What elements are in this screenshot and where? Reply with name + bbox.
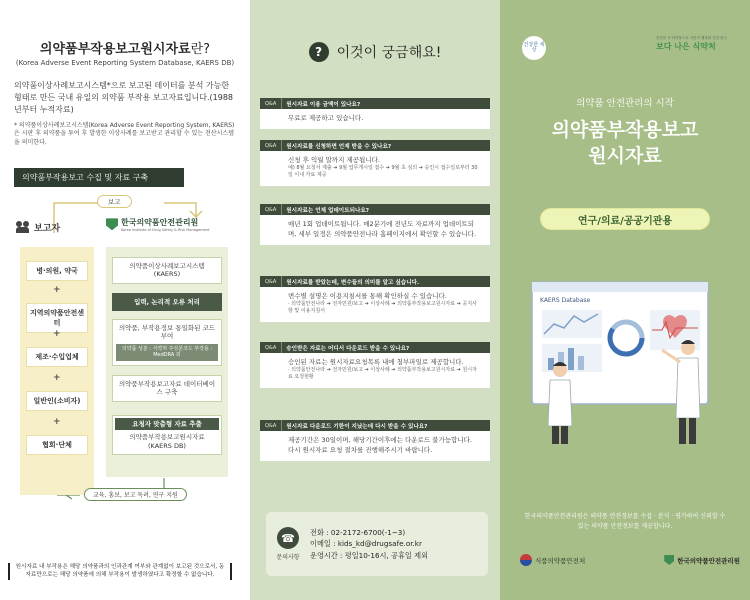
- qa-item: Q&A 원시자료 다운로드 기한이 지났는데 다시 받을 수 있나요? 제공기간은 30일이며, 해당기간이후에는 다운로드 불가능합니다. 다시 원시자료 요청 절차를 진행해주시기 바랍니다.: [260, 420, 490, 461]
- qa-item: Q&A 원시자료를 받았는데, 변수들의 의미를 알고 싶습니다. 변수별 설명은 이용지침서를 통해 확인하실 수 있습니다. · 의약품안전나라 ➔ 전자민원/보고 ➔ 이상사례 ➔ 의약품부작용보고원시자료 ➔ 공지사항 및 이용지침서: [260, 276, 490, 322]
- kids-mark-icon: [664, 555, 674, 565]
- reporter-box: 병·의원, 약국: [26, 261, 88, 281]
- faq-panel: [250, 0, 500, 600]
- mfds-logo: 식품의약품안전처: [520, 554, 585, 566]
- cover-description: 한국의약품안전관리원은 의약품 안전정보를 수집 · 분석 · 평가하여 신뢰할 수 있는 의약품 안전정보를 제공합니다.: [524, 513, 726, 530]
- phone-icon: ☎: [277, 527, 299, 549]
- qa-item: Q&A 원시자료는 언제 업데이트되나요? 매년 1회 업데이트됩니다. 매2분기에 전년도 자료까지 업데이트되며, 세부 일정은 의약품안전나라 홈페이지에서 확인할 수 있습니다.: [260, 204, 490, 245]
- step-coding: 의약품, 부작용정보 통일화된 코드 부여 의약품 성분 : 식약처 주성분코드 부작용 : MedDRA 외: [112, 319, 222, 366]
- reporter-box: 일반인(소비자): [26, 391, 88, 411]
- qa-question: 승인받은 자료는 어디서 다운로드 받을 수 있나요?: [286, 345, 410, 352]
- screen-label: KAERS Database: [540, 297, 591, 304]
- faq-title: ? 이것이 궁금해요!: [260, 42, 490, 62]
- people-icon: [16, 221, 30, 233]
- qa-note: 예) 8월 요청서 제출 ➔ 9월 업무개시일 접수 ➔ 9월 초 심의 ➔ 승인시 접수일로부터 30일 이내 자료 제공: [288, 165, 478, 179]
- left-footnote: * 의약품이상사례보고시스템(Korea Adverse Event Reporting System, KAERS)은 시판 후 의약품을 투여 후 발생한 이상사례를 보고받고 관리할 수 있는 전산시스템을 의미한다.: [14, 121, 235, 147]
- qa-answer: 매년 1회 업데이트됩니다. 매2분기에 전년도 자료까지 업데이트되며, 세부 일정은 의약품안전나라 홈페이지에서 확인할 수 있습니다.: [288, 220, 477, 239]
- disclaimer-notice: 원시자료 내 부작용은 해당 의약품과의 인과관계 여부와 관계없이 보고된 것으로서, 동 자료만으로는 해당 의약품에 의해 부작용이 발생하였다고 확정할 수 없습니다.: [8, 563, 232, 580]
- step-kaers: 의약품이상사례보고시스템 (KAERS): [112, 257, 222, 284]
- step-database: 의약품부작용보고자료 데이터베이스 구축: [112, 375, 222, 402]
- qa-note: · 의약품안전나라 ➔ 전자민원/보고 ➔ 이상사례 ➔ 의약품부작용보고원시자료 ➔ 원시자료 요청현황: [288, 367, 477, 381]
- left-subtitle: (Korea Adverse Event Reporting System Database, KAERS DB): [15, 59, 235, 67]
- qa-item: Q&A 원시자료를 신청하면 언제 받을 수 있나요? 신청 후 익월 말까지 제공됩니다. 예) 8월 요청서 제출 ➔ 9월 업무개시일 접수 ➔ 9월 초 심의 ➔ 승인시 접수일로부터 30일 이내 자료 제공: [260, 140, 490, 186]
- qa-answer: 승인된 자료는 원시자료요청목록 내에 첨부파일로 제공합니다.: [288, 358, 464, 366]
- plus-sign: +: [53, 416, 61, 427]
- contact-email[interactable]: 이메일 : kids_kd@drugsafe.or.kr: [310, 539, 422, 549]
- cover-subtitle: 의약품 안전관리의 시작: [576, 98, 674, 109]
- qa-item: Q&A 승인받은 자료는 어디서 다운로드 받을 수 있나요? 승인된 자료는 원시자료요청목록 내에 첨부파일로 제공합니다. · 의약품안전나라 ➔ 전자민원/보고 ➔ 이상사례 ➔ 의약품부작용보고원시자료 ➔ 원시자료 요청현황: [260, 342, 490, 388]
- qa-answer: 변수별 설명은 이용지침서를 통해 확인하실 수 있습니다.: [288, 292, 447, 300]
- qa-answer: 무료로 제공하고 있습니다.: [288, 114, 364, 122]
- support-label: 교육, 홍보, 보고 독려, 연구 지원: [84, 488, 187, 501]
- qa-question: 원시자료 이용 금액이 있나요?: [286, 101, 361, 108]
- step-input: 입력, 논리적 오류 처리: [112, 293, 222, 311]
- flow-diagram: [14, 195, 236, 525]
- report-badge: 보고: [97, 195, 132, 208]
- qa-item: Q&A 원시자료 이용 금액이 있나요? 무료로 제공하고 있습니다.: [260, 98, 490, 129]
- contact-box: [266, 512, 488, 576]
- plus-sign: +: [53, 284, 61, 295]
- left-intro: 의약품이상사례보고시스템*으로 보고된 데이터를 분석 가능한 형태로 만든 국내 유일의 의약품 부작용 보고자료입니다.(1988년부터 누적자료): [14, 80, 234, 114]
- step-extract: 요청자 맞춤형 자료 추출 의약품부작용보고원시자료 (KAERS DB): [112, 415, 222, 455]
- cover-panel: [500, 0, 750, 600]
- reporter-box: 협회·단체: [26, 435, 88, 455]
- kids-logo: 한국의약품안전관리원 Korea Institute of Drug Safety & Risk Management: [106, 217, 209, 232]
- qa-answer: 신청 후 익월 말까지 제공됩니다.: [288, 156, 380, 164]
- qa-question: 원시자료를 받았는데, 변수들의 의미를 알고 싶습니다.: [286, 279, 420, 286]
- contact-label: ☎ 문의사항: [274, 527, 302, 561]
- qa-note: · 의약품안전나라 ➔ 전자민원/보고 ➔ 이상사례 ➔ 의약품부작용보고원시자료 ➔ 공지사항 및 이용지침서: [288, 301, 477, 315]
- left-panel: [0, 0, 250, 600]
- mfds-slogan-logo: 안전한 식·의약품으로 국민이 행복한 건강 한국 보다 나은 식약처: [656, 36, 727, 51]
- cover-title: 의약품부작용보고 원시자료: [551, 119, 699, 167]
- qa-question: 원시자료 다운로드 기한이 지났는데 다시 받을 수 있나요?: [286, 423, 428, 430]
- qa-question: 원시자료는 언제 업데이트되나요?: [286, 207, 370, 214]
- left-title: 의약품부작용보고원시자료란?: [39, 42, 211, 57]
- audience-pill: 연구/의료/공공기관용: [540, 208, 710, 230]
- org-logos: [520, 554, 740, 566]
- question-icon: ?: [309, 42, 329, 62]
- qa-answer: 제공기간은 30일이며, 해당기간이후에는 다운로드 불가능합니다. 다시 원시자료 요청 절차를 진행해주시기 바랍니다.: [288, 436, 472, 455]
- reporter-box: 지역의약품안전센터: [26, 303, 88, 333]
- kids-mark-icon: [106, 218, 118, 230]
- qa-question: 원시자료를 신청하면 언제 받을 수 있나요?: [286, 143, 392, 150]
- plus-sign: +: [53, 328, 61, 339]
- doctors-illustration: [530, 278, 720, 448]
- plus-sign: +: [53, 372, 61, 383]
- healthy-world-logo: 건강한 세상: [522, 36, 546, 60]
- reporter-label: 보고자: [16, 221, 60, 234]
- flow-title: 의약품부작용보고 수집 및 자료 구축: [14, 168, 184, 187]
- taeguk-icon: [520, 554, 532, 566]
- contact-hours: 운영시간 : 평일10-16시, 공휴일 제외: [310, 550, 429, 560]
- kids-footer-logo: 한국의약품안전관리원: [664, 555, 740, 565]
- contact-phone[interactable]: 전화 : 02-2172-6700(-1~3): [310, 528, 406, 538]
- reporter-box: 제조·수입업체: [26, 347, 88, 367]
